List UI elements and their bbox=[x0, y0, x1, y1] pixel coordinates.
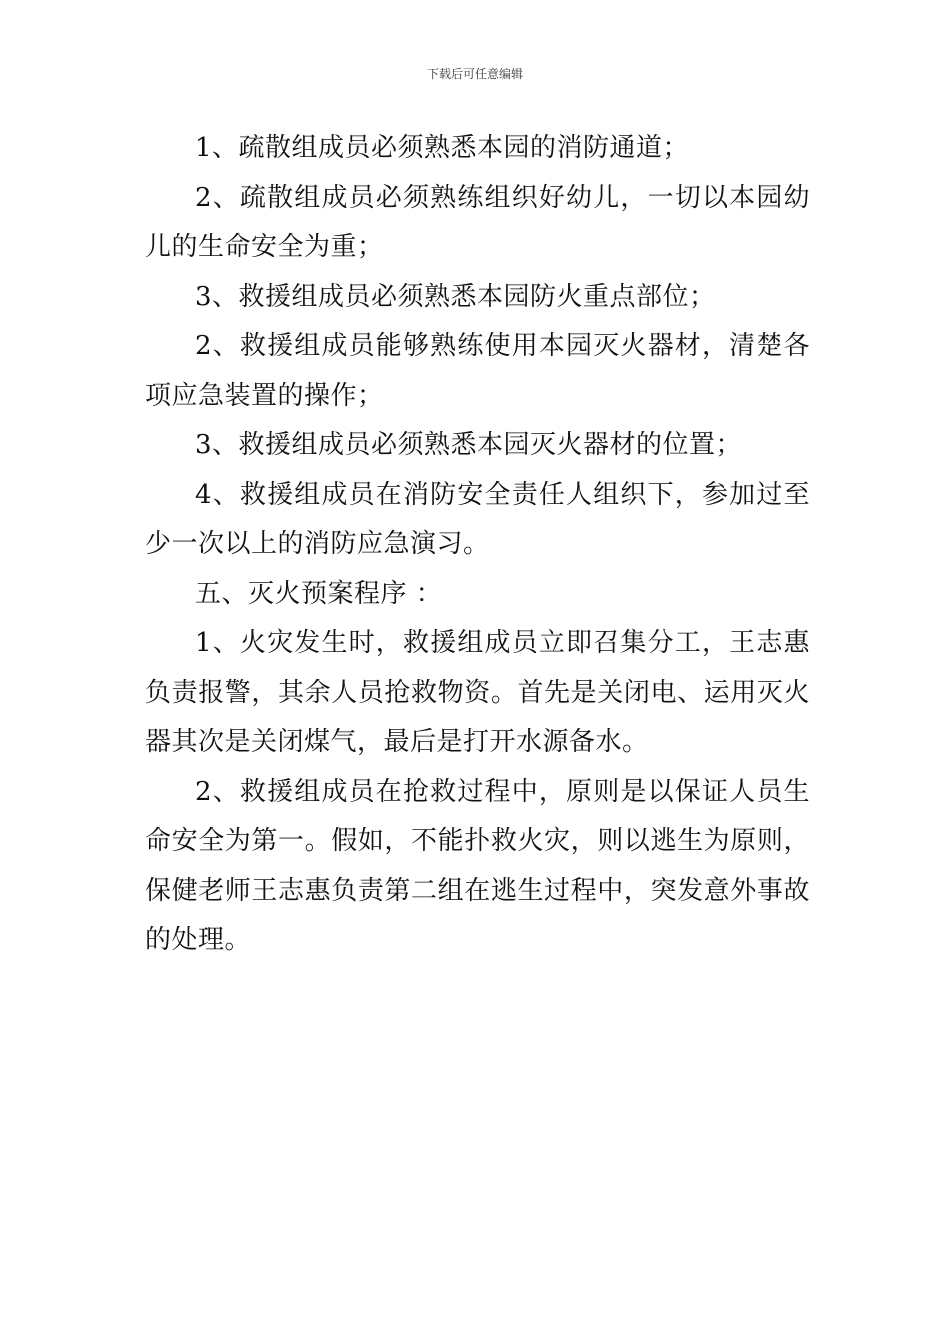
paragraph-procedure-step-1: 1、火灾发生时，救援组成员立即召集分工，王志惠负责报警，其余人员抢救物资。首先是关闭电、运用灭火器其次是关闭煤气，最后是打开水源备水。 bbox=[145, 628, 810, 757]
page-header: 下载后可任意编辑 bbox=[426, 67, 523, 81]
paragraph-procedure-step-2: 2、救援组成员在抢救过程中，原则是以保证人员生命安全为第一。假如，不能扑救火灾，则以逃生为原则，保健老师王志惠负责第二组在逃生过程中，突发意外事故的处理。 bbox=[145, 776, 810, 955]
paragraph-rescue-equipment-use: 2、救援组成员能够熟练使用本园灭火器材，清楚各项应急装置的操作； bbox=[145, 331, 810, 411]
paragraph-rescue-equipment-location: 3、救援组成员必须熟悉本园灭火器材的位置； bbox=[195, 430, 743, 460]
paragraph-rescue-drill: 4、救援组成员在消防安全责任人组织下，参加过至少一次以上的消防应急演习。 bbox=[145, 479, 810, 559]
paragraph-rescue-key-areas: 3、救援组成员必须熟悉本园防火重点部位； bbox=[195, 281, 716, 312]
section-heading-procedure: 五、灭火预案程序 ： bbox=[195, 578, 443, 609]
document-body bbox=[145, 124, 810, 966]
paragraph-evac-routes: 1、疏散组成员必须熟悉本园的消防通道； bbox=[195, 133, 690, 163]
paragraph-evac-organize: 2、疏散组成员必须熟练组织好幼儿，一切以本园幼儿的生命安全为重； bbox=[145, 182, 810, 262]
